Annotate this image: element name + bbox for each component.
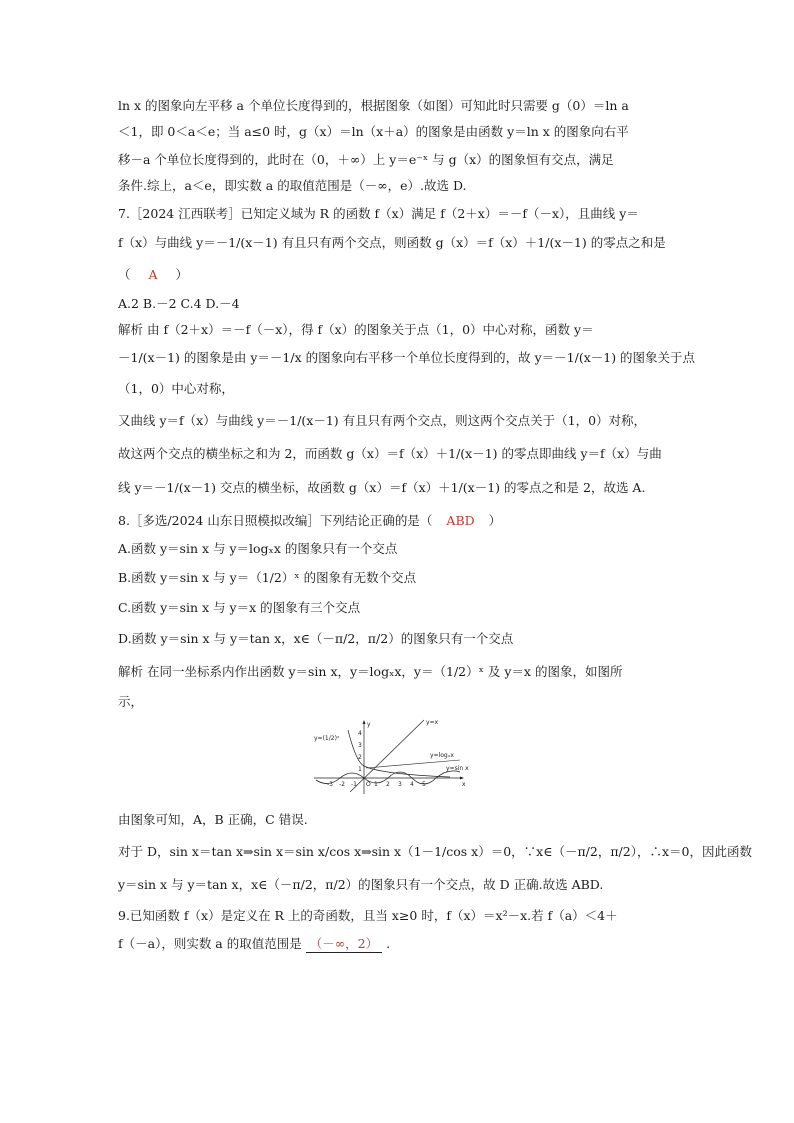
solution-line: 示， [118,694,144,709]
paren-open: （ [118,267,131,282]
text-line: ln x 的图象向左平移 a 个单位长度得到的，根据图象（如图）可知此时只需要 g（0）＝ln a [118,98,629,113]
question-7-stem: f（x）与曲线 y＝－1/(x－1) 有且只有两个交点，则函数 g（x）＝f（x）＋1/(x－1) 的零点之和是 [118,235,666,250]
option-c: C.函数 y＝sin x 与 y＝x 的图象有三个交点 [118,600,361,615]
question-8-answer: ABD [446,513,475,528]
function-graph-figure [310,718,484,796]
text-line: 移－a 个单位长度得到的，此时在（0，＋∞）上 y＝e⁻ˣ 与 g（x）的图象恒有交点，满足 [118,152,614,167]
question-8-stem [118,513,678,529]
solution-line: 解析 由 f（2＋x）＝－f（－x），得 f（x）的图象关于点（1，0）中心对称，函数 y＝ [118,322,594,337]
option-d: D.函数 y＝sin x 与 y＝tan x，x∈（－π/2，π/2）的图象只有一个交点 [118,631,514,646]
solution-line: 故这两个交点的横坐标之和为 2，而函数 g（x）＝f（x）＋1/(x－1) 的零点即曲线 y＝f（x）与曲 [118,446,662,461]
question-7-answer-line [118,267,678,283]
question-9-text: f（－a），则实数 a 的取值范围是 [118,936,302,951]
x-axis-label: x [462,781,466,788]
x-tick: 3 [398,781,402,788]
y-axis-arrow [363,720,366,724]
x-tick: -2 [339,781,345,788]
y-tick: 4 [358,730,362,737]
y-axis-label: y [367,721,371,728]
period: . [386,936,391,951]
x-tick: 2 [386,781,390,788]
question-7-stem: 7.［2024 江西联考］已知定义域为 R 的函数 f（x）满足 f（2＋x）＝－f（－x），且曲线 y＝ [118,206,639,221]
x-tick: 5 [422,781,426,788]
option-b: B.函数 y＝sin x 与 y＝（1/2）ˣ 的图象有无数个交点 [118,570,417,585]
question-8-text: 8.［多选/2024 山东日照模拟改编］下列结论正确的是（ [118,513,433,528]
label-y-half-power-x: y=(1/2)ˣ [314,735,340,742]
question-7-options: A.2 B.－2 C.4 D.－4 [118,296,240,311]
y-tick: 1 [358,766,362,773]
solution-line: 由图象可知，A，B 正确，C 错误. [118,812,308,827]
paren-close: ） [175,267,189,282]
origin-label: O [366,781,371,788]
x-tick: -1 [351,781,357,788]
label-y-eq-x: y=x [426,719,439,726]
x-tick: 1 [374,781,378,788]
solution-line: y＝sin x 与 y＝tan x，x∈（－π/2，π/2）的图象只有一个交点，故 D 正确.故选 ABD. [118,877,604,892]
y-tick: 3 [358,742,362,749]
question-9-answer-line [118,936,678,953]
label-y-sin-x: y=sin x [446,765,469,772]
x-axis-arrow [460,777,464,780]
solution-line: 线 y＝－1/(x－1) 交点的横坐标，故函数 g（x）＝f（x）＋1/(x－1) 的零点之和是 2，故选 A. [118,480,646,495]
solution-line: （1，0）中心对称， [118,381,234,396]
question-9-stem: 9.已知函数 f（x）是定义在 R 上的奇函数，且当 x≥0 时，f（x）＝x²－x.若 f（a）＜4＋ [118,908,618,923]
solution-line: 对于 D，sin x＝tan x⇒sin x＝sin x/cos x⇒sin x（1－1/cos x）＝0，∵x∈（－π/2，π/2），∴x＝0，因此函数 [118,844,752,859]
x-tick: 4 [410,781,414,788]
paren-close: ） [488,513,502,528]
solution-line: 又曲线 y＝f（x）与曲线 y＝－1/(x－1) 有且只有两个交点，则这两个交点关于（1，0）对称， [118,413,647,428]
y-tick: 2 [358,754,362,761]
solution-line: 解析 在同一坐标系内作出函数 y＝sin x，y＝logₓx，y＝（1/2）ˣ 及 y＝x 的图象，如图所 [118,664,623,679]
x-tick: -3 [327,781,333,788]
question-9-answer: （－∞，2） [306,936,382,953]
label-y-log: y=logₓx [430,752,454,759]
text-line: ＜1，即 0＜a＜e；当 a≤0 时，g（x）＝ln（x＋a）的图象是由函数 y＝ln x 的图象向右平 [118,124,629,139]
question-7-answer: A [148,267,158,282]
solution-line: －1/(x－1) 的图象是由 y＝－1/x 的图象向右平移一个单位长度得到的，故 y＝－1/(x－1) 的图象关于点 [118,350,696,365]
text-line: 条件.综上，a＜e，即实数 a 的取值范围是（－∞，e）.故选 D. [118,178,467,193]
option-a: A.函数 y＝sin x 与 y＝logₓx 的图象只有一个交点 [118,541,398,556]
